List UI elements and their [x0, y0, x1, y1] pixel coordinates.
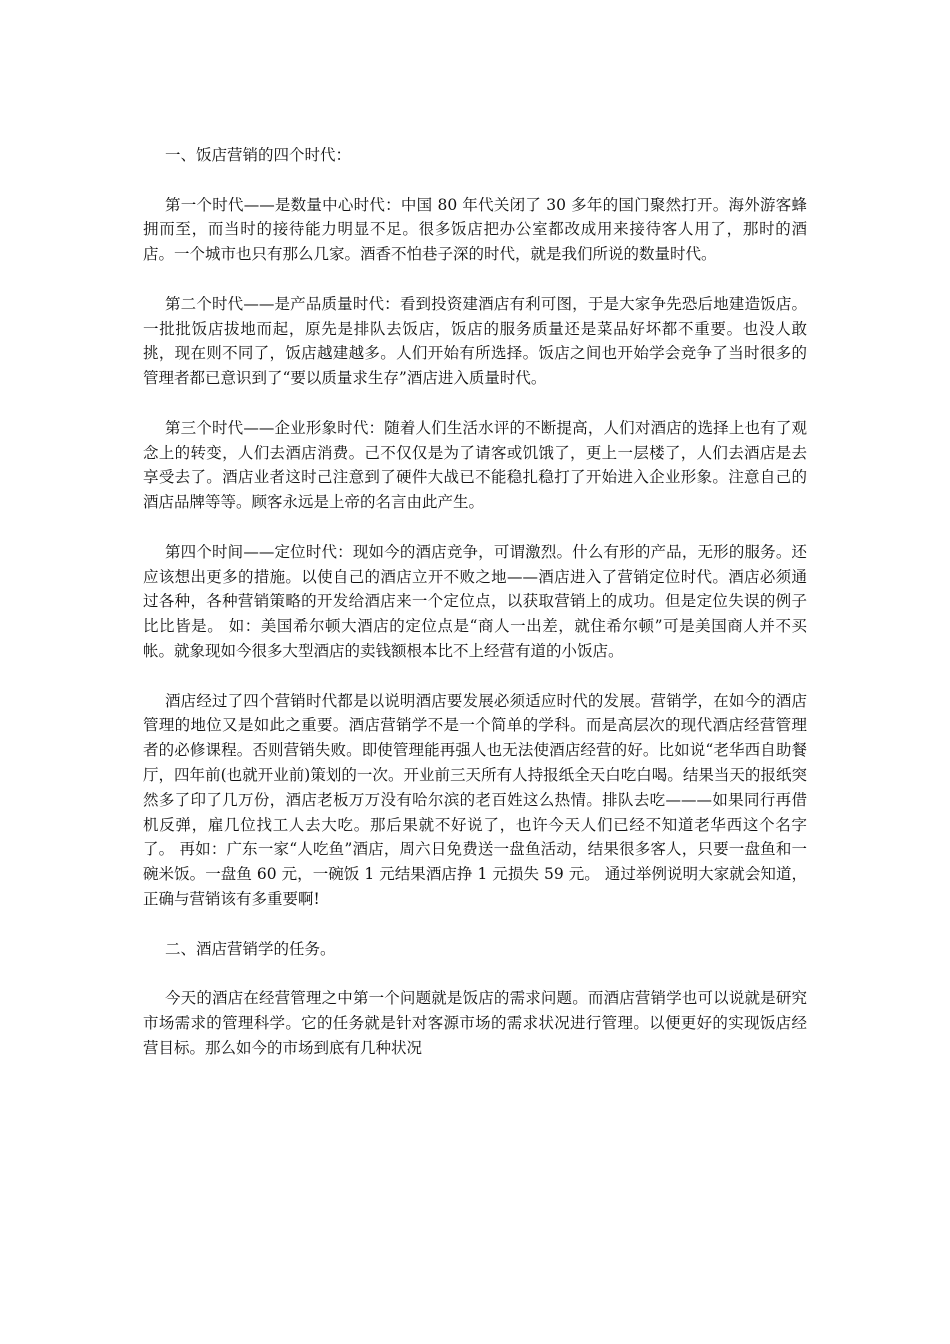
paragraph-positioning-era: 第四个时间——定位时代：现如今的酒店竞争，可谓激烈。什么有形的产品，无形的服务。还应该想出更多的措施。以使自己的酒店立开不败之地——酒店进入了营销定位时代。酒店必须通过各种，各种营销策略的开发给酒店来一个定位点，以获取营销上的成功。但是定位失误的例子比比皆是。 如：美国希尔顿大酒店的定位点是“商人一出差，就住希尔顿”可是美国商人并不买帐。就象现如今很多大型酒店的卖钱额根本比不上经营有道的小饭店。	[143, 542, 807, 660]
paragraph-image-era: 第三个时代——企业形象时代：随着人们生活水评的不断提高，人们对酒店的选择上也有了观念上的转变，人们去酒店消费。己不仅仅是为了请客或饥饿了，更上一层楼了，人们去酒店是去享受去了。酒店业者这时己注意到了硬件大战已不能稳扎稳打了开始进入企业形象。注意自己的酒店品牌等等。顾客永远是上帝的名言由此产生。	[143, 418, 807, 512]
paragraph-market-demand: 今天的酒店在经营管理之中第一个问题就是饭店的需求问题。而酒店营销学也可以说就是研究市场需求的管理科学。它的任务就是针对客源市场的需求状况进行管理。以便更好的实现饭店经营目标。那么如今的市场到底有几种状况	[143, 989, 807, 1057]
document-page	[143, 143, 807, 1085]
paragraph-quantity-era: 第一个时代——是数量中心时代：中国 80 年代关闭了 30 多年的国门聚然打开。海外游客蜂拥而至，而当时的接待能力明显不足。很多饭店把办公室都改成用来接待客人用了，那时的酒店。一个城市也只有那么几家。酒香不怕巷子深的时代，就是我们所说的数量时代。	[143, 195, 807, 264]
section-heading-tasks: 二、酒店营销学的任务。	[165, 939, 336, 958]
section-heading-eras: 一、饭店营销的四个时代：	[165, 146, 352, 164]
paragraph-quality-era: 第二个时代——是产品质量时代：看到投资建酒店有利可图，于是大家争先恐后地建造饭店。一批批饭店拔地而起，原先是排队去饭店，饭店的服务质量还是菜品好坏都不重要。也没人敢挑，现在则不同了，饭店越建越多。人们开始有所选择。饭店之间也开始学会竞争了当时很多的管理者都已意识到了“要以质量求生存”酒店进入质量时代。	[143, 294, 807, 388]
paragraph-summary-examples: 酒店经过了四个营销时代都是以说明酒店要发展必须适应时代的发展。营销学，在如今的酒店管理的地位又是如此之重要。酒店营销学不是一个简单的学科。而是高层次的现代酒店经营管理者的必修课程。否则营销失败。即使管理能再强人也无法使酒店经营的好。比如说“老华西自助餐厅，四年前(也就开业前)策划的一次。开业前三天所有人持报纸全天白吃白喝。结果当天的报纸突然多了印了几万份，酒店老板万万没有哈尔滨的老百姓这么热情。排队去吃———如果同行再借机反弹，雇几位找工人去大吃。那后果就不好说了，也许今天人们已经不知道老华西这个名字了。 再如：广东一家“人吃鱼”酒店，周六日免费送一盘鱼活动，结果很多客人，只要一盘鱼和一碗米饭。一盘鱼 60 元，一碗饭 1 元结果酒店挣 1 元损失 59 元。 通过举例说明大家就会知道，正确与营销该有多重要啊!	[143, 691, 807, 908]
